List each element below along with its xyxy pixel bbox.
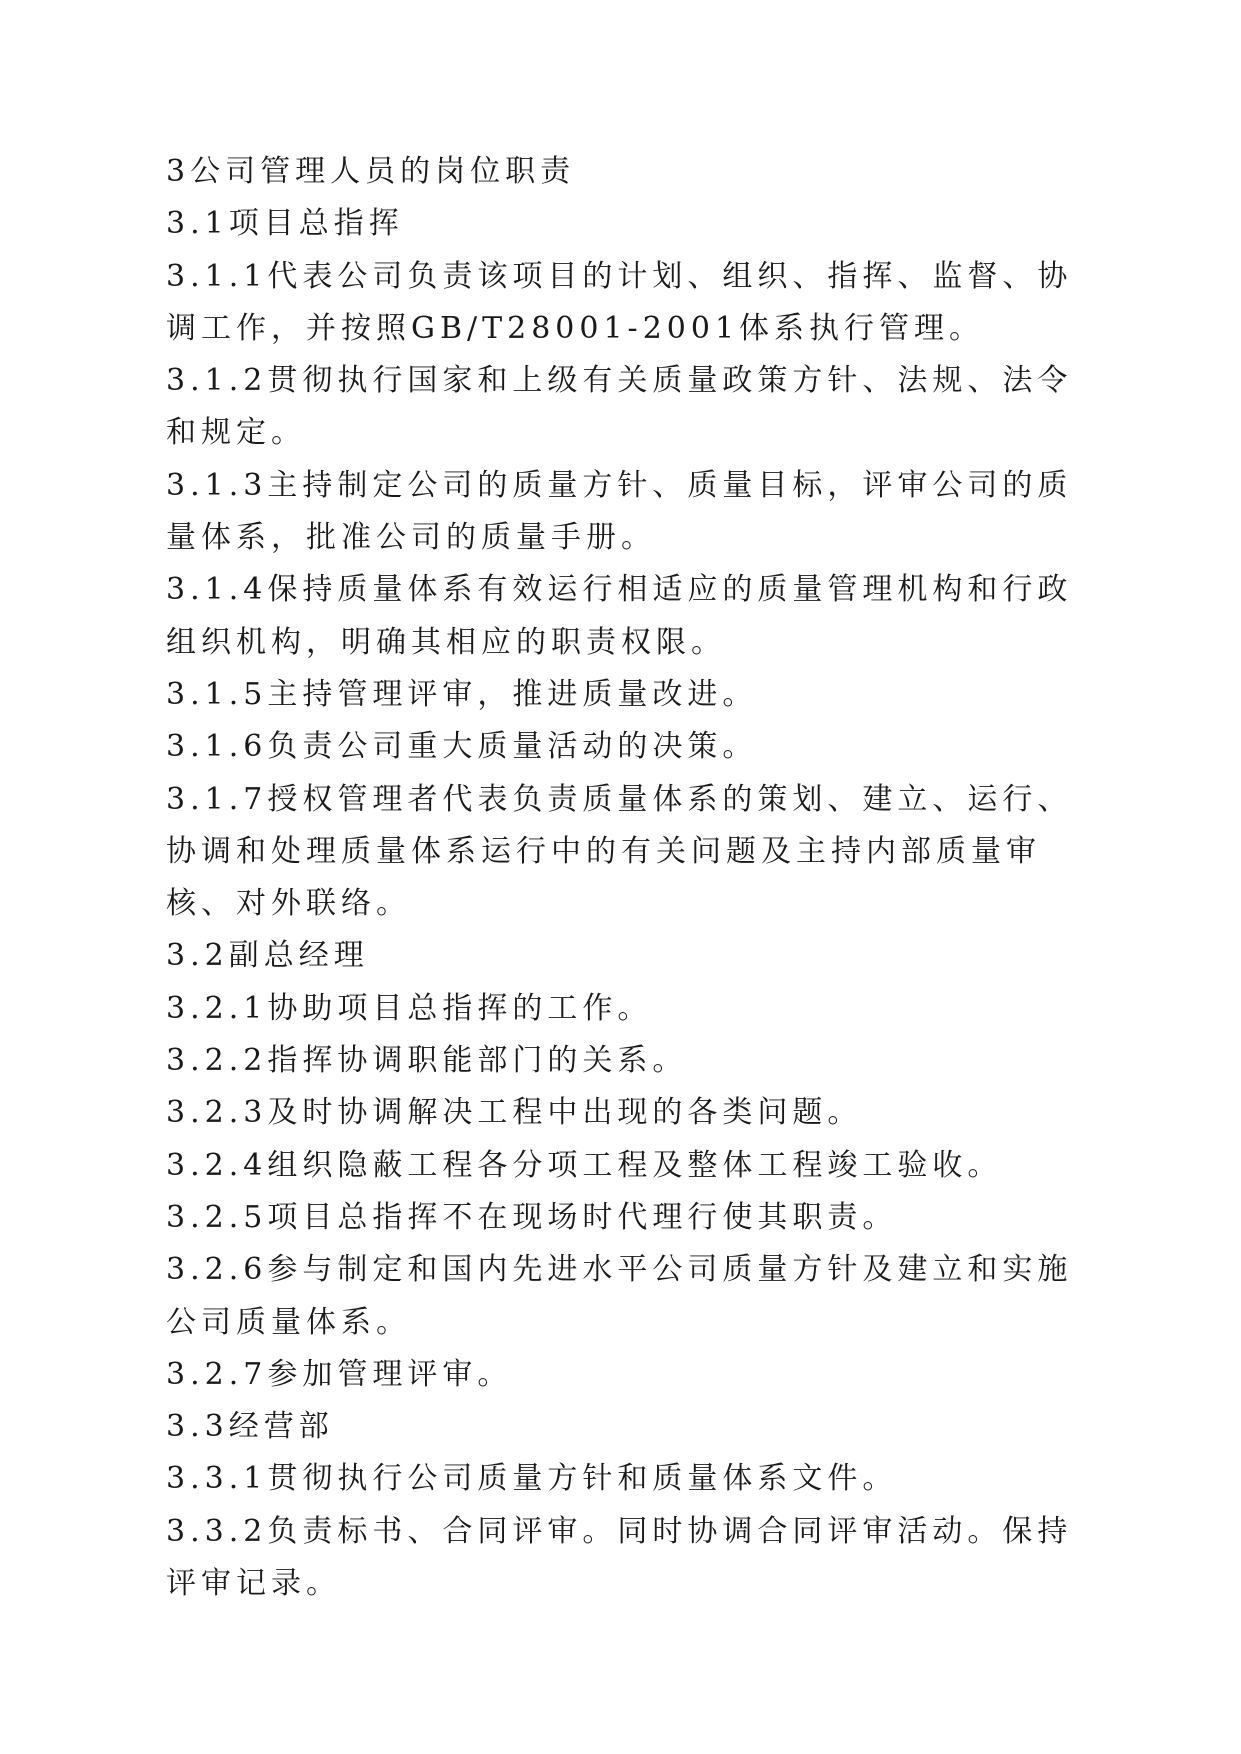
paragraph-3-1-2: 3.1.2贯彻执行国家和上级有关质量政策方针、法规、法令和规定。 (166, 363, 1073, 451)
paragraph-3-1-7: 3.1.7授权管理者代表负责质量体系的策划、建立、运行、协调和处理质量体系运行中的有关问题及主持内部质量审核、对外联络。 (166, 781, 1073, 922)
paragraph-3-3-1: 3.3.1贯彻执行公司质量方针和质量体系文件。 (166, 1461, 898, 1497)
paragraph-3-2-7: 3.2.7参加管理评审。 (166, 1356, 513, 1392)
paragraph-3-2-4: 3.2.4组织隐蔽工程各分项工程及整体工程竣工验收。 (166, 1147, 1003, 1183)
paragraph-3-2-3: 3.2.3及时协调解决工程中出现的各类问题。 (166, 1095, 863, 1131)
paragraph-3-2-6: 3.2.6参与制定和国内先进水平公司质量方针及建立和实施公司质量体系。 (166, 1252, 1073, 1340)
paragraph-3-3-2: 3.3.2负责标书、合同评审。同时协调合同评审活动。保持评审记录。 (166, 1513, 1073, 1602)
paragraph-3-2-2: 3.2.2指挥协调职能部门的关系。 (166, 1043, 688, 1079)
paragraph-3-2-1: 3.2.1协助项目总指挥的工作。 (166, 990, 653, 1026)
paragraph-3-1-6: 3.1.6负责公司重大质量活动的决策。 (166, 729, 758, 765)
paragraph-3-1-4: 3.1.4保持质量体系有效运行相适应的质量管理机构和行政组织机构，明确其相应的职责权限。 (166, 572, 1073, 660)
subsection-heading-3-1: 3.1项目总指挥 (166, 206, 404, 242)
paragraph-3-2-5: 3.2.5项目总指挥不在现场时代理行使其职责。 (166, 1199, 898, 1235)
paragraph-3-1-1: 3.1.1代表公司负责该项目的计划、组织、指挥、监督、协调工作，并按照GB/T28001-2001体系执行管理。 (166, 258, 1073, 346)
paragraph-3-1-5: 3.1.5主持管理评审，推进质量改进。 (166, 676, 758, 712)
document-body (166, 146, 1086, 1610)
subsection-heading-3-3: 3.3经营部 (166, 1409, 334, 1445)
section-heading-3: 3公司管理人员的岗位职责 (166, 154, 576, 189)
paragraph-3-1-3: 3.1.3主持制定公司的质量方针、质量目标，评审公司的质量体系，批准公司的质量手册。 (166, 467, 1073, 556)
subsection-heading-3-2: 3.2副总经理 (166, 938, 369, 974)
